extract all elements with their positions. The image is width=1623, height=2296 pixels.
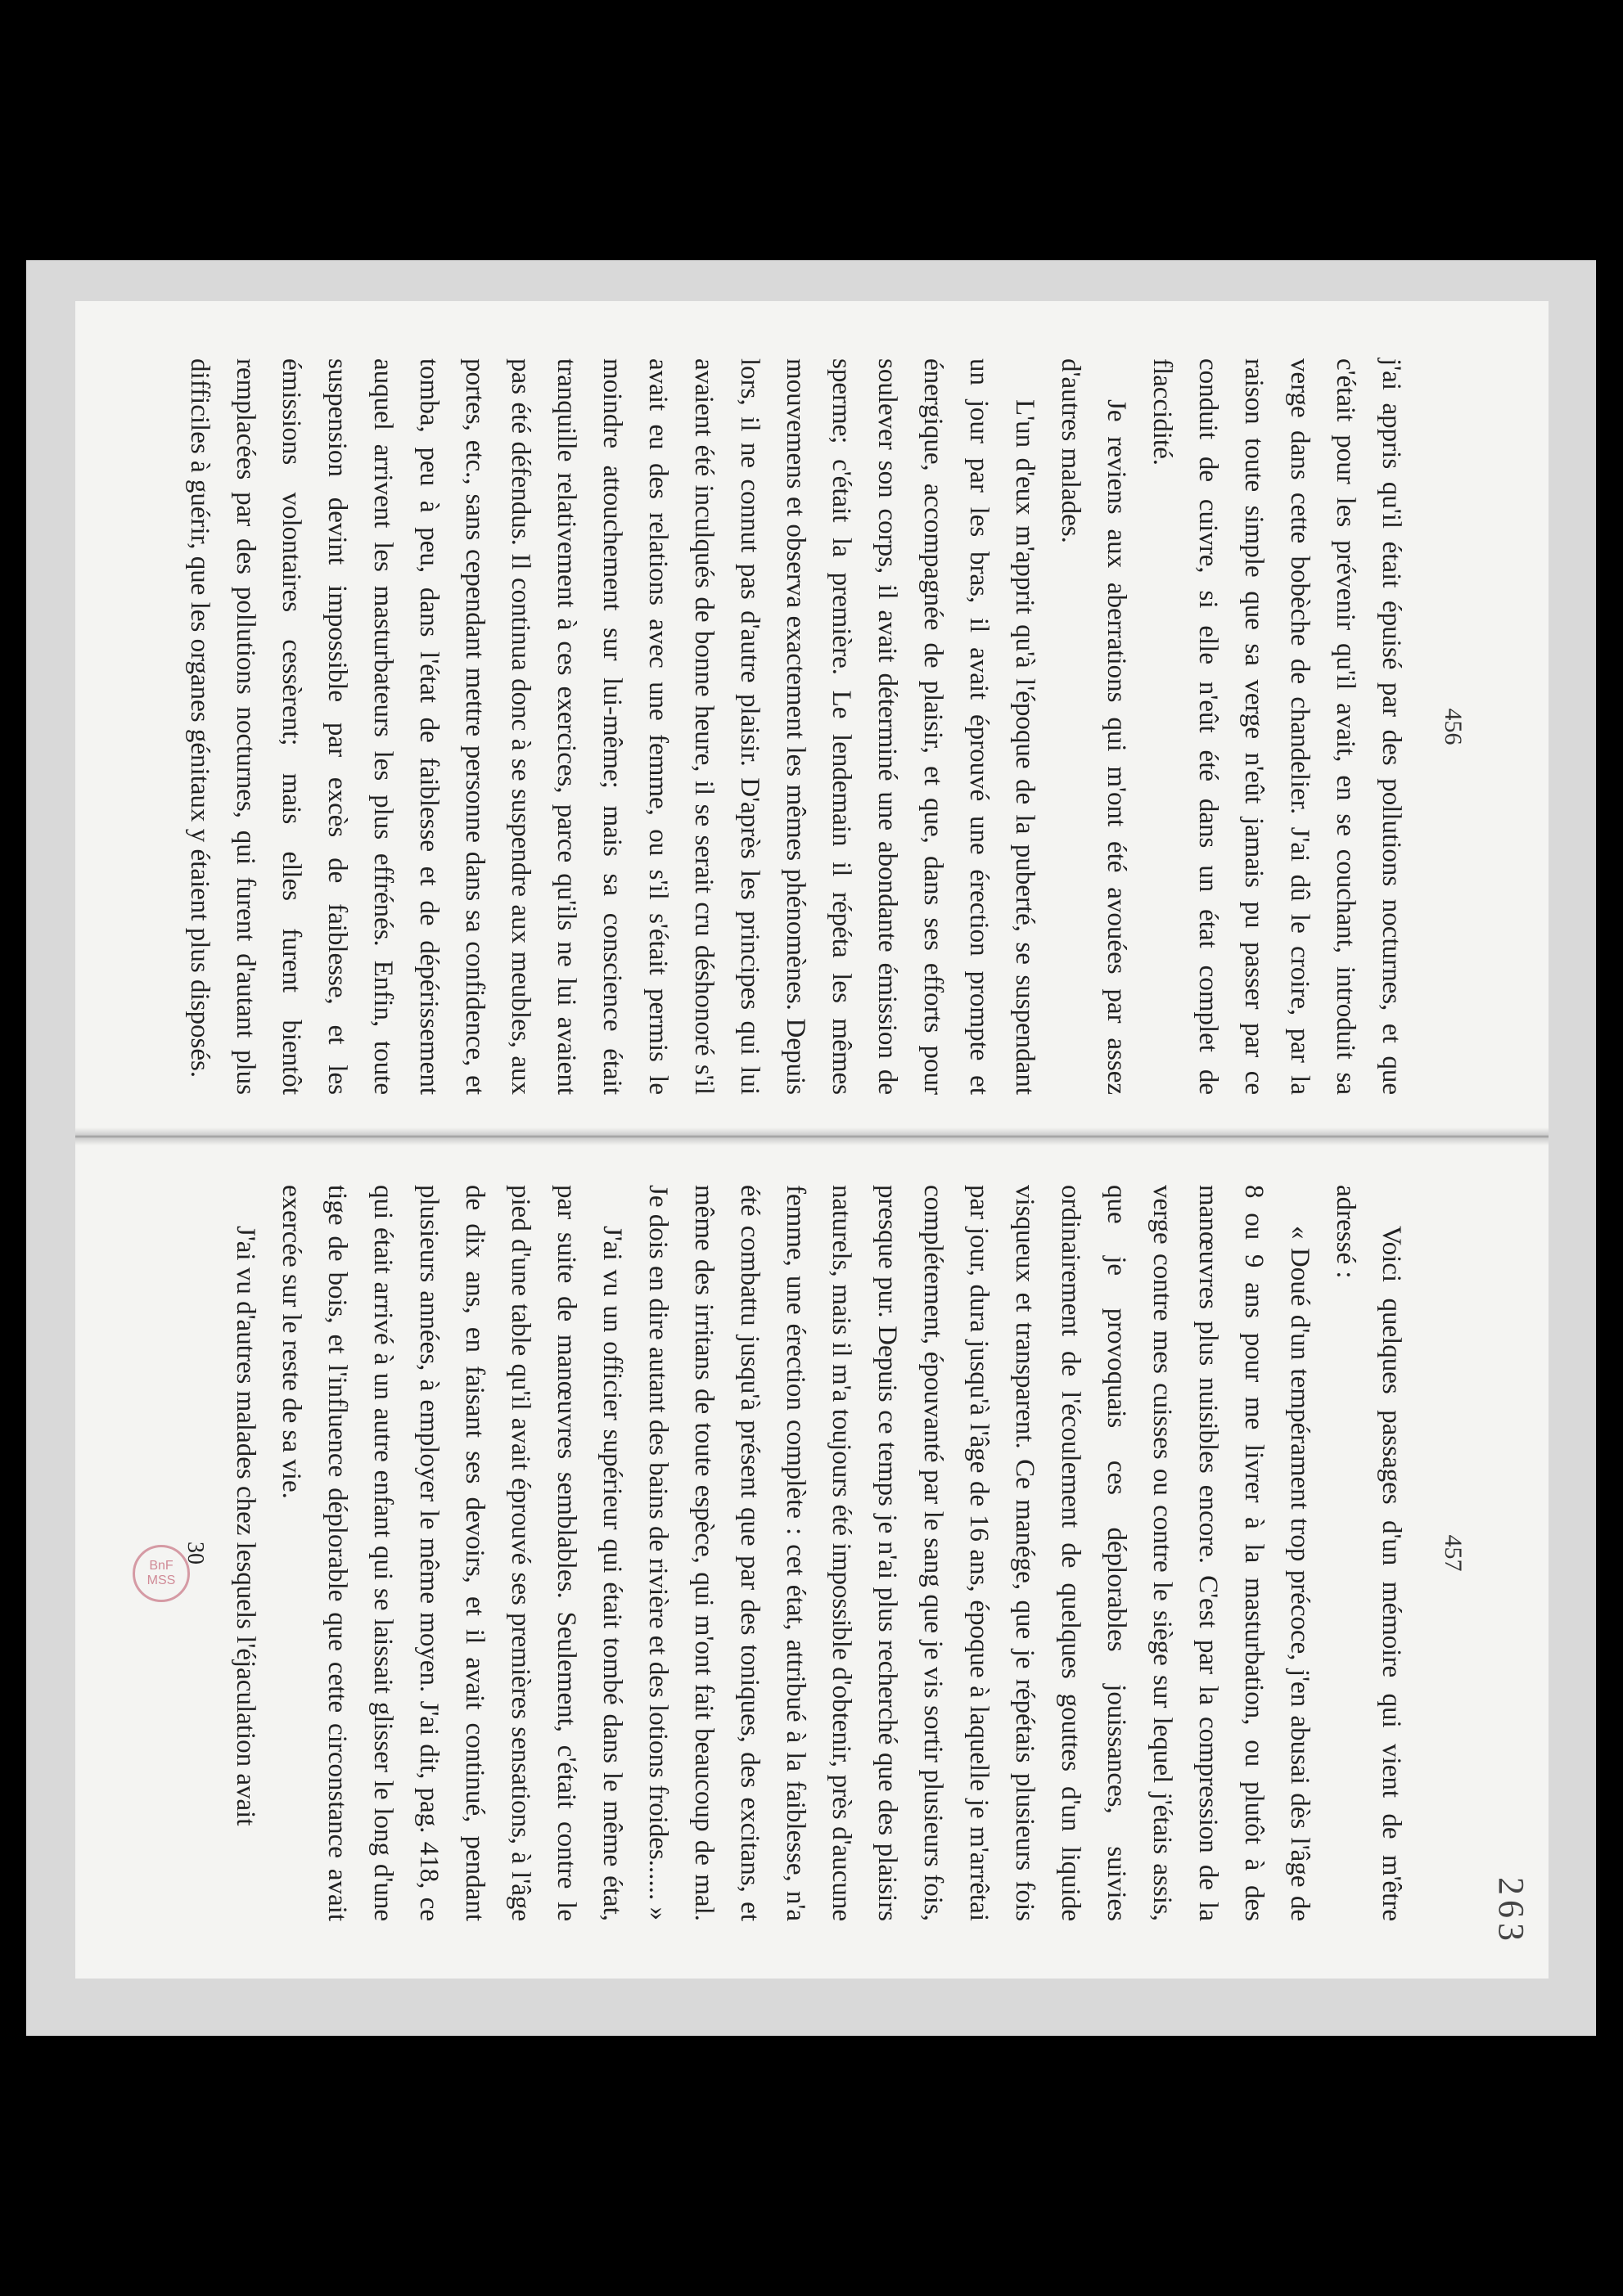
paragraph: Voici quelques passages d'un mémoire qui vient de m'être adressé :	[1331, 1185, 1406, 1921]
paragraph: j'ai appris qu'il était épuisé par des pollutions nocturnes, et que c'était pour les prévenir qu'il avait, en se couchant, introduit sa verge dans cette bobèche de chandelier. J'ai dû le croire, par la raison toute simple que sa verge n'eût jamais pu passer par ce conduit de cuivre, si elle n'eût été dans un état complet de flaccidité.	[1147, 358, 1406, 1095]
book-spread	[75, 301, 1549, 1979]
paragraph: J'ai vu un officier supérieur qui était tombé dans le même état, par suite de manœuvres semblables. Seulement, c'était contre le pied d'une table qu'il avait éprouvé ses premières sensations, à l'âge de dix ans, en faisant ses devoirs, et il avait continué, pendant plusieurs années, à employer le même moyen. J'ai dit, pag. 418, ce qui était arrivé à un autre enfant qui se laissait glisser le long d'une tige de bois, et l'influence déplorable que cette circonstance avait exercée sur le reste de sa vie.	[277, 1185, 627, 1921]
book-gutter	[75, 1128, 1549, 1146]
library-stamp	[133, 1545, 190, 1602]
right-page	[124, 1185, 1516, 1921]
right-page-number: 457	[1440, 1534, 1467, 1572]
left-page-number: 456	[1440, 708, 1467, 745]
paragraph: « Doué d'un tempérament trop précoce, j'en abusai dès l'âge de 8 ou 9 ans pour me livrer à la masturbation, ou plutôt à des manœuvres plus nuisibles encore. C'est par la compression de la verge contre mes cuisses ou contre le siège sur lequel j'étais assis, que je provoquais ces déplorables jouissances, suivies ordinairement de l'écoulement de quelques gouttes d'un liquide visqueux et transparent. Ce manége, que je répétais plusieurs fois par jour, dura jusqu'à l'âge de 16 ans, époque à laquelle je m'arrêtai complétement, épouvanté par le sang que je vis sortir plusieurs fois, presque pur. Depuis ce temps je n'ai plus recherché que des plaisirs naturels, mais il m'a toujours été impossible d'obtenir, près d'aucune femme, une érection complète : cet état, attribué à la faiblesse, n'a été combattu jusqu'à présent que par des toniques, des excitans, et même des irritans de toute espèce, qui m'ont fait beaucoup de mal. Je dois en dire autant des bains de rivière et des lotions froides...... »	[643, 1185, 1314, 1921]
stamp-line: BnF	[149, 1559, 174, 1573]
paragraph: Je reviens aux aberrations qui m'ont été avouées par assez d'autres malades.	[1056, 358, 1131, 1095]
sheet-number: 263	[1491, 1877, 1531, 1946]
right-page-text	[223, 1185, 1414, 1921]
rotated-book-spread	[75, 301, 1549, 1979]
stamp-line: MSS	[147, 1573, 176, 1587]
paragraph: L'un d'eux m'apprit qu'à l'époque de la puberté, se suspendant un jour par les bras, il avait éprouvé une érection prompte et énergique, accompagnée de plaisir, et que, dans ses efforts pour soulever son corps, il avait déterminé une abondante émission de sperme; c'était la première. Le lendemain il répéta les mêmes mouvemens et observa exactement les mêmes phénomènes. Depuis lors, il ne connut pas d'autre plaisir. D'après les principes qui lui avaient été inculqués de bonne heure, il se serait cru déshonoré s'il avait eu des relations avec une femme, ou s'il s'était permis le moindre attouchement sur lui-même; mais sa conscience était tranquille relativement à ces exercices, parce qu'ils ne lui avaient pas été défendus. Il continua donc à se suspendre aux meubles, aux portes, etc., sans cependant mettre personne dans sa confidence, et tomba, peu à peu, dans l'état de faiblesse et de dépérissement auquel arrivent les masturbateurs les plus effrénés. Enfin, toute suspension devint impossible par excès de faiblesse, et les émissions volontaires cessèrent; mais elles furent bientôt remplacées par des pollutions nocturnes, qui furent d'autant plus difficiles à guérir, que les organes génitaux y étaient plus disposés.	[185, 358, 1039, 1095]
left-page-text	[177, 358, 1414, 1095]
signature-mark: 30	[183, 1542, 208, 1564]
paragraph: J'ai vu d'autres malades chez lesquels l'éjaculation avait	[231, 1226, 260, 1826]
left-page	[124, 358, 1516, 1095]
